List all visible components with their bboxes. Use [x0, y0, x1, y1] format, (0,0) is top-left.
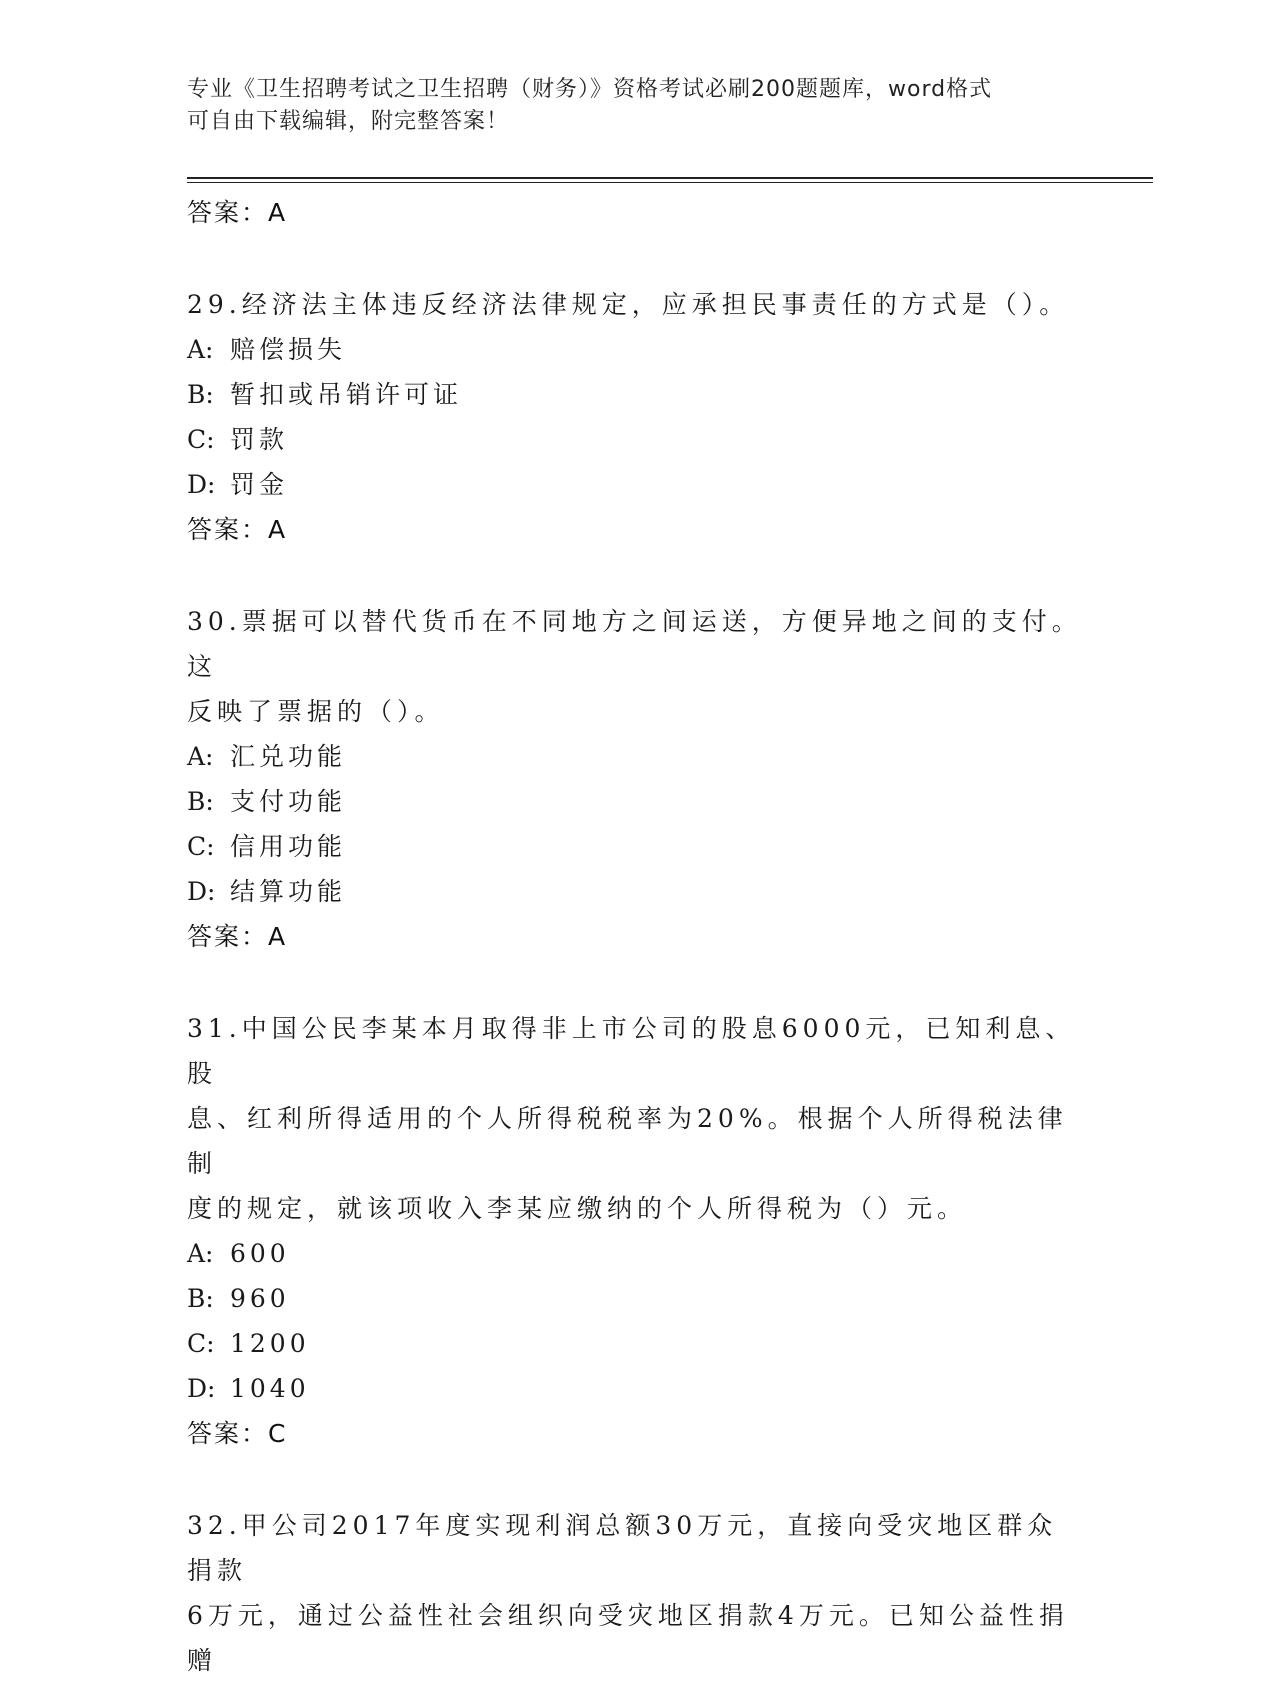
question-31	[187, 1006, 1087, 1456]
option-text: 960	[230, 1284, 290, 1313]
option-text: 赔偿损失	[230, 335, 347, 364]
option-a	[187, 1231, 1087, 1276]
option-key: B:	[187, 1284, 214, 1313]
option-text: 1040	[230, 1374, 310, 1403]
option-text: 暂扣或吊销许可证	[230, 380, 463, 409]
option-b	[187, 779, 1087, 824]
question-30	[187, 599, 1087, 959]
option-text: 罚款	[230, 425, 289, 454]
question-text: 29.经济法主体违反经济法律规定，应承担民事责任的方式是（）。	[187, 290, 1070, 319]
answer: 答案：A	[187, 515, 288, 544]
option-key: C:	[187, 832, 215, 861]
option-key: A:	[187, 335, 214, 364]
option-key: A:	[187, 1239, 214, 1268]
question-text: 31.中国公民李某本月取得非上市公司的股息6000元，已知利息、股	[187, 1014, 1076, 1088]
question-text: 32.甲公司2017年度实现利润总额30万元，直接向受灾地区群众捐款	[187, 1511, 1058, 1585]
option-c	[187, 417, 1087, 462]
option-a	[187, 327, 1087, 372]
header-rule-thin	[187, 182, 1153, 183]
option-text: 结算功能	[230, 877, 347, 906]
question-29	[187, 282, 1087, 552]
answer: 答案：C	[187, 1419, 288, 1448]
option-text: 1200	[230, 1329, 310, 1358]
option-key: D:	[187, 877, 216, 906]
option-key: D:	[187, 470, 216, 499]
previous-answer: 答案：A	[187, 198, 288, 227]
question-text: 6万元，通过公益性社会组织向受灾地区捐款4万元。已知公益性捐赠	[187, 1601, 1069, 1675]
answer: 答案：A	[187, 922, 288, 951]
option-key: B:	[187, 787, 214, 816]
question-list	[187, 190, 1087, 1683]
option-c	[187, 824, 1087, 869]
header-rule	[187, 177, 1153, 179]
option-b	[187, 1276, 1087, 1321]
option-a	[187, 734, 1087, 779]
question-text: 息、红利所得适用的个人所得税税率为20%。根据个人所得税法律制	[187, 1104, 1068, 1178]
question-32	[187, 1503, 1087, 1683]
option-d	[187, 462, 1087, 507]
option-c	[187, 1321, 1087, 1366]
question-text: 反映了票据的（）。	[187, 697, 445, 726]
option-key: C:	[187, 425, 215, 454]
document-header	[187, 74, 1087, 138]
option-text: 汇兑功能	[230, 742, 347, 771]
header-line-2: 可自由下载编辑，附完整答案！	[187, 109, 510, 134]
question-text: 30.票据可以替代货币在不同地方之间运送，方便异地之间的支付。这	[187, 607, 1082, 681]
option-text: 600	[230, 1239, 290, 1268]
option-key: B:	[187, 380, 214, 409]
option-key: A:	[187, 742, 214, 771]
option-text: 信用功能	[230, 832, 347, 861]
option-key: C:	[187, 1329, 215, 1358]
option-text: 罚金	[230, 470, 289, 499]
header-line-1: 专业《卫生招聘考试之卫生招聘（财务）》资格考试必刷200题题库，word格式	[187, 77, 993, 102]
option-text: 支付功能	[230, 787, 347, 816]
option-key: D:	[187, 1374, 216, 1403]
option-d	[187, 869, 1087, 914]
option-b	[187, 372, 1087, 417]
question-text: 度的规定，就该项收入李某应缴纳的个人所得税为（）元。	[187, 1194, 968, 1223]
option-d	[187, 1366, 1087, 1411]
